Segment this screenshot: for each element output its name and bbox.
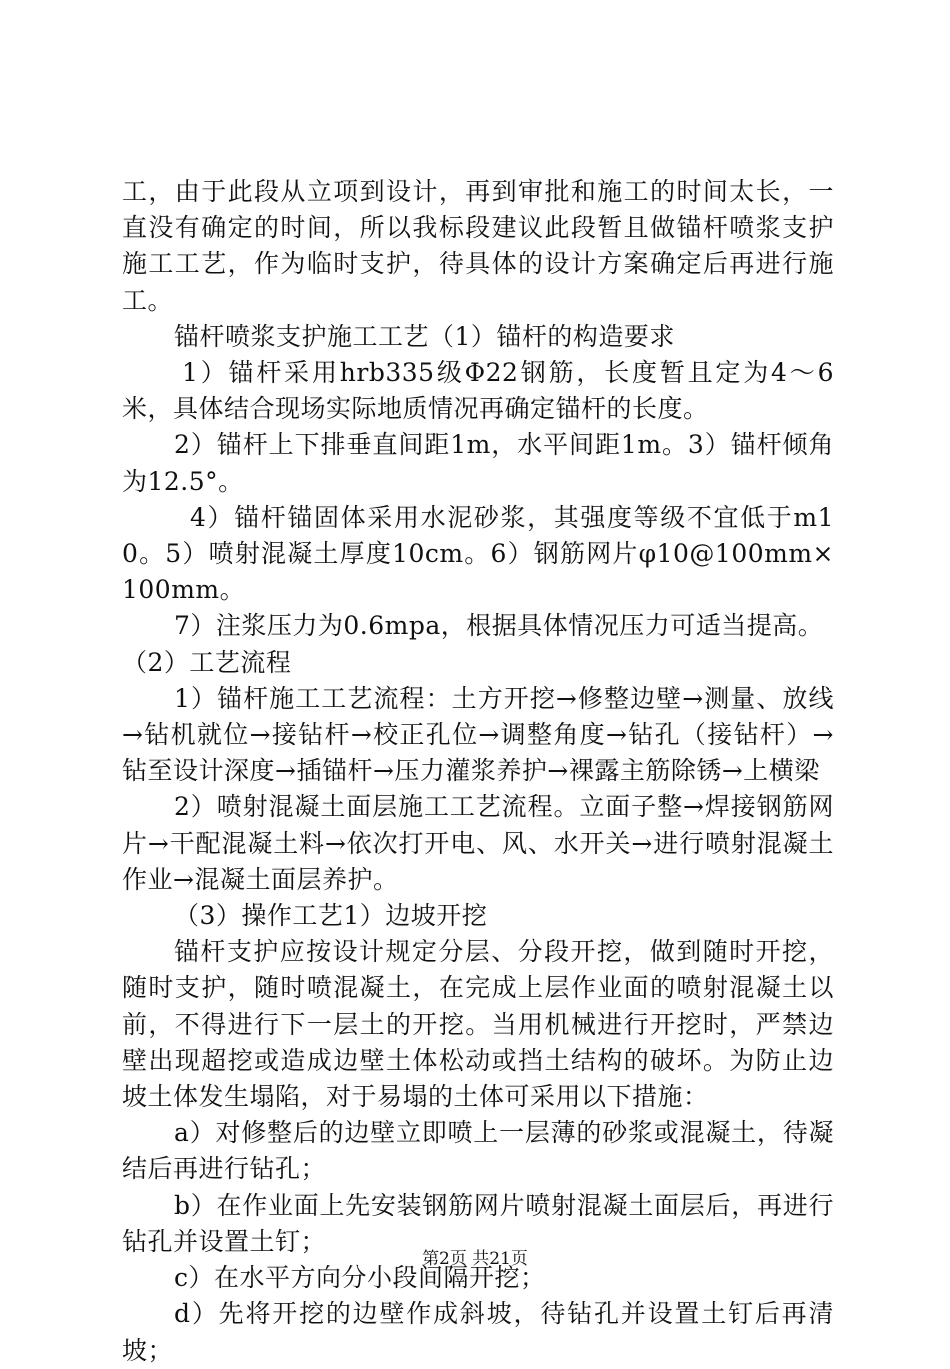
paragraph-6: 7）注浆压力为0.6mpa，根据具体情况压力可适当提高。 xyxy=(174,611,824,641)
paragraph-13: b）在作业面上先安装钢筋网片喷射混凝土面层后，再进行钻孔并设置土钉； xyxy=(122,1190,834,1256)
paragraph-9: 2）喷射混凝土面层施工工艺流程。立面子整→焊接钢筋网片→干配混凝土料→依次打开电、风、水开关→进行喷射混凝土作业→混凝土面层养护。 xyxy=(122,792,834,894)
paragraph-10: （3）操作工艺1）边坡开挖 xyxy=(174,901,488,931)
paragraph-7: （2）工艺流程 xyxy=(122,647,292,677)
paragraph-12: a）对修整后的边壁立即喷上一层薄的砂浆或混凝土，待凝结后再进行钻孔； xyxy=(122,1118,834,1184)
paragraph-15: d）先将开挖的边壁作成斜坡，待钻孔并设置土钉后再清坡； xyxy=(122,1299,834,1365)
paragraph-3: 1）锚杆采用hrb335级Φ22钢筋，长度暂且定为4～6米，具体结合现场实际地质情况再确定锚杆的长度。 xyxy=(122,358,834,424)
page-number-footer: 第2页 共21页 xyxy=(422,1249,528,1269)
paragraph-14: c）在水平方向分小段间隔开挖； xyxy=(174,1263,546,1293)
paragraph-4: 2）锚杆上下排垂直间距1m，水平间距1m。3）锚杆倾角为12.5°。 xyxy=(122,430,834,496)
paragraph-2: 锚杆喷浆支护施工工艺（1）锚杆的构造要求 xyxy=(174,321,675,351)
paragraph-8: 1）锚杆施工工艺流程：土方开挖→修整边壁→测量、放线→钻机就位→接钻杆→校正孔位→调整角度→钻孔（接钻杆）→钻至设计深度→插锚杆→压力灌浆养护→裸露主筋除锈→上横梁 xyxy=(122,683,834,786)
document-body xyxy=(122,174,834,1369)
paragraph-1: 工，由于此段从立项到设计，再到审批和施工的时间太长，一直没有确定的时间，所以我标段建议此段暂且做锚杆喷浆支护施工工艺，作为临时支护，待具体的设计方案确定后再进行施工。 xyxy=(122,177,834,315)
paragraph-5: 4）锚杆锚固体采用水泥砂浆，其强度等级不宜低于m10。5）喷射混凝土厚度10cm。6）钢筋网片φ10@100mm×100mm。 xyxy=(122,502,834,605)
paragraph-11: 锚杆支护应按设计规定分层、分段开挖，做到随时开挖，随时支护，随时喷混凝土，在完成上层作业面的喷射混凝土以前，不得进行下一层土的开挖。当用机械进行开挖时，严禁边壁出现超挖或造成边壁土体松动或挡土结构的破坏。为防止边坡土体发生塌陷，对于易塌的土体可采用以下措施： xyxy=(122,937,834,1112)
